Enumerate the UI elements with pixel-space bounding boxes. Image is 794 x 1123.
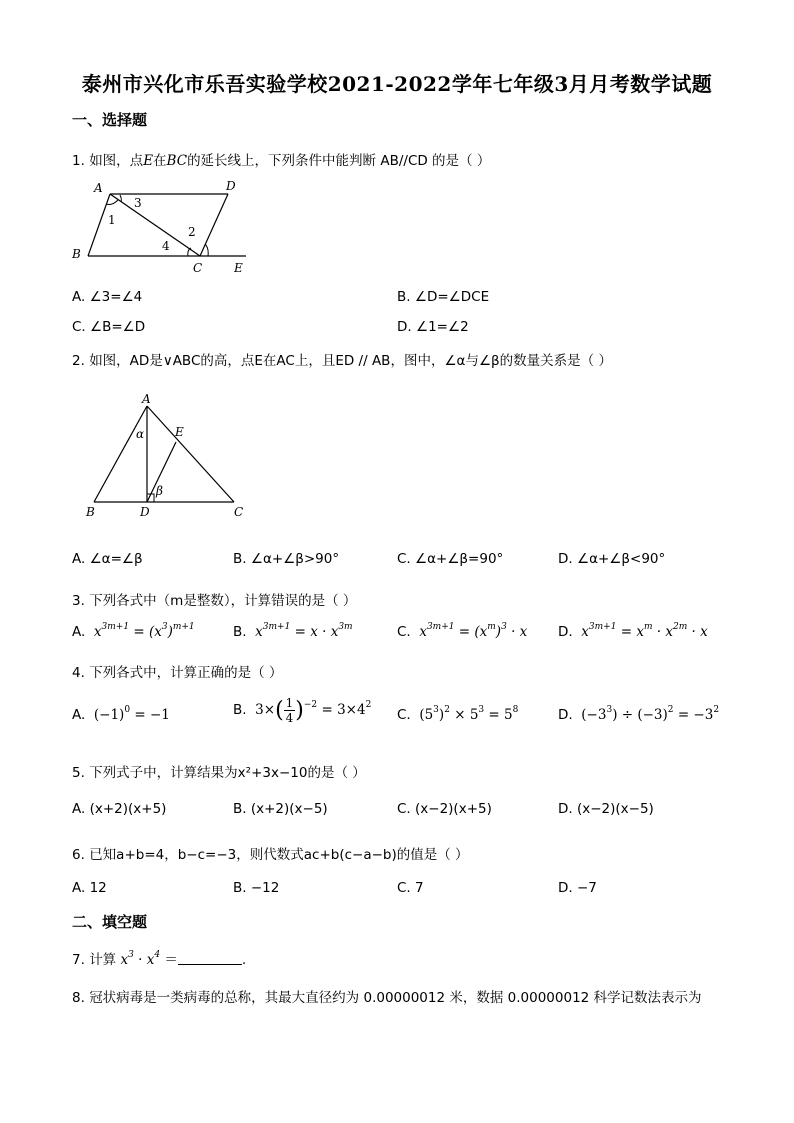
- question-1: 1. 如图，点E在BC的延长线上，下列条件中能判断 AB//CD 的是（ ）: [72, 153, 491, 169]
- question-number: 8.: [72, 990, 85, 1006]
- q4-option-c[interactable]: C. $(5^3)^2 \times 5^3 = 5^8$: [397, 705, 519, 723]
- question-number: 4.: [72, 665, 85, 681]
- question-number: 3.: [72, 593, 85, 609]
- q6-option-b[interactable]: B. −12: [233, 880, 280, 896]
- section-heading-fill: 二、填空题: [72, 913, 148, 931]
- q3-option-a[interactable]: A. $x^{3m+1} = (x^3)^{m+1}$: [72, 622, 195, 640]
- formula: 3×( $\frac{1}{4}$ )$^{-2} = 3\times 4^2$: [255, 696, 372, 725]
- label-A: A: [142, 392, 151, 406]
- formula: $(5^3)^2 \times 5^3 = 5^8$: [419, 705, 519, 723]
- q4-option-d[interactable]: D. $(-3^3) \div (-3)^2 = -3^2$: [558, 705, 720, 723]
- q4-option-a[interactable]: A. $(-1)^0 = -1$: [72, 705, 170, 723]
- label-D: D: [140, 505, 150, 519]
- question-number: 6.: [72, 847, 85, 863]
- q6-option-d[interactable]: D. −7: [558, 880, 597, 896]
- question-number: 1.: [72, 153, 85, 169]
- formula: $x^{3m+1} = (x^3)^{m+1}$: [93, 622, 195, 640]
- q6-option-c[interactable]: C. 7: [397, 880, 424, 896]
- question-7: 7. 计算 $x^3 \cdot x^4$ ＝ .: [72, 950, 247, 968]
- label-D: D: [226, 179, 236, 193]
- page-title: 泰州市兴化市乐吾实验学校2021-2022学年七年级3月月考数学试题: [81, 72, 713, 96]
- question-number: 5.: [72, 765, 85, 781]
- q2-option-c[interactable]: C. ∠α+∠β=90°: [397, 551, 504, 567]
- label-2: 2: [188, 225, 196, 239]
- label-E: E: [234, 261, 243, 275]
- question-2: 2. 如图，AD是∨ABC的高，点E在AC上，且ED // AB，图中，∠α与∠β的数量关系是（ ）: [72, 353, 612, 369]
- q6-option-a[interactable]: A. 12: [72, 880, 107, 896]
- q3-option-c[interactable]: C. $x^{3m+1} = (x^m)^3 \cdot x$: [397, 622, 528, 640]
- q3-option-b[interactable]: B. $x^{3m+1} = x \cdot x^{3m}$: [233, 622, 353, 640]
- label-alpha: α: [136, 427, 145, 441]
- q2-option-a[interactable]: A. ∠α=∠β: [72, 551, 143, 567]
- q4-option-b[interactable]: B. 3×( $\frac{1}{4}$ )$^{-2} = 3\times 4^2$: [233, 696, 372, 725]
- question-number: 2.: [72, 353, 85, 369]
- q2-option-b[interactable]: B. ∠α+∠β>90°: [233, 551, 340, 567]
- question-8: 8. 冠状病毒是一类病毒的总称，其最大直径约为 0.00000012 米，数据 0.00000012 科学记数法表示为: [72, 990, 702, 1006]
- formula: $x^{3m+1} = (x^m)^3 \cdot x$: [419, 622, 528, 640]
- formula: $x^{3m+1} = x^m \cdot x^{2m} \cdot x$: [581, 622, 708, 640]
- q3-option-d[interactable]: D. $x^{3m+1} = x^m \cdot x^{2m} \cdot x$: [558, 622, 708, 640]
- q1-option-c[interactable]: C. ∠B=∠D: [72, 319, 146, 335]
- question-3: 3. 下列各式中（m是整数），计算错误的是（ ）: [72, 593, 357, 609]
- label-beta: β: [156, 484, 163, 498]
- question-number: 7.: [72, 952, 85, 968]
- label-3: 3: [134, 196, 142, 210]
- formula: $(-3^3) \div (-3)^2 = -3^2$: [581, 705, 720, 723]
- section-heading-choice: 一、选择题: [72, 111, 148, 129]
- q1-option-b[interactable]: B. ∠D=∠DCE: [397, 289, 490, 305]
- label-B: B: [72, 247, 81, 261]
- figure-parallelogram: [68, 176, 258, 276]
- question-5: 5. 下列式子中，计算结果为x²+3x−10的是（ ）: [72, 765, 366, 781]
- q1-option-d[interactable]: D. ∠1=∠2: [397, 319, 469, 335]
- answer-blank[interactable]: [178, 952, 242, 965]
- label-C: C: [234, 505, 244, 519]
- formula: $x^{3m+1} = x \cdot x^{3m}$: [255, 622, 353, 640]
- formula: $x^3 \cdot x^4$: [120, 950, 161, 968]
- formula: $(-1)^0 = -1$: [93, 705, 170, 723]
- q5-option-b[interactable]: B. (x+2)(x−5): [233, 801, 328, 817]
- q2-option-d[interactable]: D. ∠α+∠β<90°: [558, 551, 666, 567]
- q5-option-c[interactable]: C. (x−2)(x+5): [397, 801, 492, 817]
- label-A: A: [94, 181, 103, 195]
- q5-option-a[interactable]: A. (x+2)(x+5): [72, 801, 167, 817]
- label-E: E: [175, 425, 184, 439]
- label-C: C: [193, 261, 203, 275]
- q1-option-a[interactable]: A. ∠3=∠4: [72, 289, 143, 305]
- question-4: 4. 下列各式中，计算正确的是（ ）: [72, 665, 283, 681]
- figure-triangle: [80, 388, 260, 520]
- label-B: B: [86, 505, 95, 519]
- q5-option-d[interactable]: D. (x−2)(x−5): [558, 801, 654, 817]
- label-1: 1: [108, 213, 116, 227]
- label-4: 4: [162, 239, 170, 253]
- question-6: 6. 已知a+b=4，b−c=−3，则代数式ac+b(c−a−b)的值是（ ）: [72, 847, 469, 863]
